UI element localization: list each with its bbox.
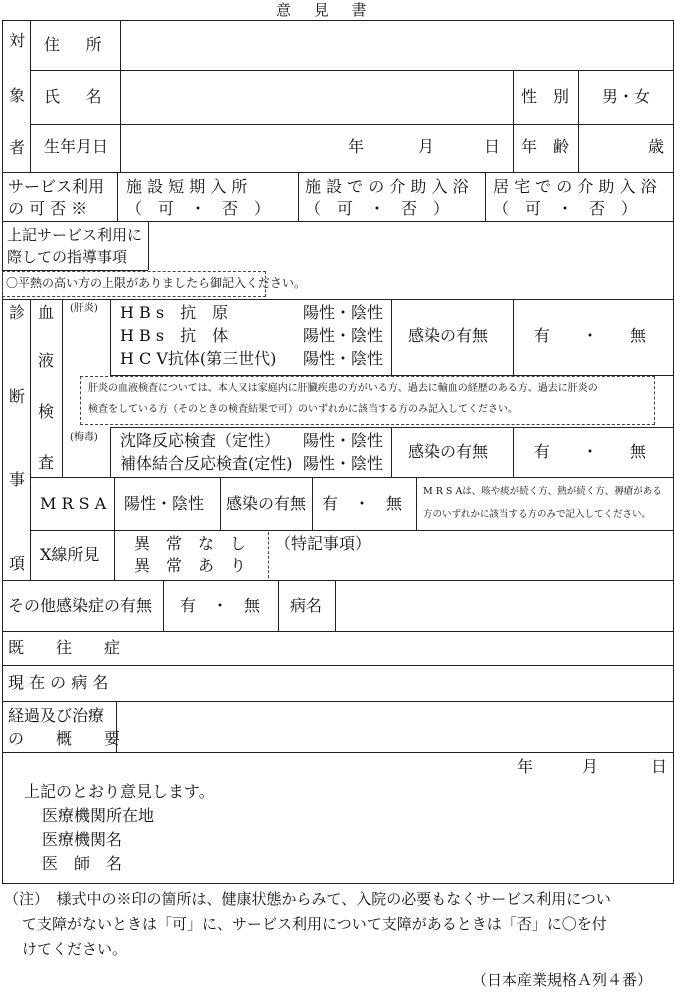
- temperature-note: 〇平熱の高い方の上限がありましたら御記入ください。: [6, 276, 307, 290]
- hcv-antibody-label: H C V抗体(第三世代): [120, 349, 277, 368]
- blood-char-1: 血: [38, 303, 55, 322]
- service-label-line1: サービス利用: [8, 177, 105, 196]
- course-label-line2: の 概 要: [8, 729, 121, 748]
- age-unit: 歳: [648, 137, 665, 156]
- mrsa-note-line2: 方のいずれかに該当する方のみで記入してください。: [423, 509, 652, 520]
- sex-options[interactable]: 男・女: [602, 87, 651, 106]
- doctor-name-label: 医 師 名: [42, 854, 123, 873]
- hbs-antibody-result[interactable]: 陽性・陰性: [303, 326, 384, 345]
- hepatitis-note-line2: 検査をしている方（そのときの検査結果で可）のいずれかに該当する方のみ記入してください。: [88, 404, 518, 415]
- hbs-antigen-label: H B s 抗 原: [120, 303, 229, 322]
- current-disease-label: 現 在 の 病 名: [8, 673, 109, 692]
- disease-name-label: 病名: [290, 596, 323, 615]
- subject-side-char-3: 者: [9, 138, 26, 157]
- institution-address-label: 医療機関所在地: [42, 806, 155, 825]
- sign-month-unit: 月: [582, 757, 599, 776]
- service-col3-title: 居 宅 で の 介 助 入 浴: [493, 177, 657, 196]
- mrsa-infection-label: 感染の有無: [226, 494, 307, 513]
- hepatitis-tag: (肝炎): [70, 303, 98, 314]
- medical-history-label: 既 往 症: [8, 638, 121, 657]
- mrsa-label: M R S A: [40, 494, 107, 513]
- address-label: 住 所: [44, 35, 107, 54]
- guidance-label-line1: 上記サービス利用に: [7, 226, 143, 244]
- footnote-line3: けてください。: [22, 940, 128, 958]
- dob-label: 生年月日: [44, 137, 109, 156]
- sex-label: 性 別: [521, 87, 570, 106]
- diagnosis-side-char-3: 事: [9, 470, 26, 489]
- name-label: 氏 名: [44, 87, 107, 106]
- institution-name-label: 医療機関名: [42, 830, 123, 849]
- subject-side-char-2: 象: [9, 86, 26, 105]
- hepatitis-infection-label: 感染の有無: [408, 326, 489, 345]
- service-col2-options[interactable]: （ 可 ・ 否 ）: [305, 199, 450, 218]
- xray-option-normal[interactable]: 異 常 な し: [134, 534, 247, 553]
- service-label-line2: の 可 否 ※: [8, 199, 88, 218]
- syphilis-infection-options[interactable]: 有 ・ 無: [534, 442, 647, 461]
- service-col2-title: 施 設 で の 介 助 入 浴: [305, 177, 469, 196]
- sign-year-unit: 年: [517, 757, 534, 776]
- hbs-antibody-label: H B s 抗 体: [120, 326, 229, 345]
- service-col3-options[interactable]: （ 可 ・ 否 ）: [493, 199, 638, 218]
- course-label-line1: 経過及び治療: [8, 706, 105, 725]
- hepatitis-note-line1: 肝炎の血液検査については、本人又は家庭内に肝臓疾患の方がいる方、過去に輸血の経歴のある方、過去に肝炎の: [88, 383, 598, 394]
- address-field[interactable]: [122, 22, 672, 69]
- syphilis-tag: (梅毒): [70, 432, 98, 443]
- dob-year-unit: 年: [348, 137, 365, 156]
- hbs-antigen-result[interactable]: 陽性・陰性: [303, 303, 384, 322]
- dob-month-unit: 月: [418, 137, 435, 156]
- xray-option-abnormal[interactable]: 異 常 あ り: [134, 556, 247, 575]
- sedimentation-test-label: 沈降反応検査（定性）: [120, 431, 281, 450]
- blood-char-3: 検: [38, 402, 55, 421]
- disease-name-field[interactable]: [337, 582, 672, 630]
- complement-test-result[interactable]: 陽性・陰性: [303, 454, 384, 473]
- subject-side-char-1: 対: [9, 31, 26, 50]
- complement-test-label: 補体結合反応検査(定性): [120, 454, 293, 473]
- blood-char-4: 査: [38, 453, 55, 472]
- diagnosis-side-char-1: 診: [9, 303, 26, 322]
- document-title: 意 見 書: [276, 1, 376, 19]
- other-infection-label: その他感染症の有無: [8, 596, 153, 615]
- sedimentation-test-result[interactable]: 陽性・陰性: [303, 431, 384, 450]
- xray-special-notes-label: （特記事項）: [275, 534, 372, 553]
- blood-char-2: 液: [38, 351, 55, 370]
- syphilis-infection-label: 感染の有無: [408, 442, 489, 461]
- diagnosis-side-char-2: 断: [9, 387, 26, 406]
- other-infection-options[interactable]: 有 ・ 無: [180, 596, 261, 615]
- sign-day-unit: 日: [651, 757, 668, 776]
- xray-label: X線所見: [40, 545, 100, 564]
- hepatitis-infection-options[interactable]: 有 ・ 無: [534, 326, 647, 345]
- paper-standard-note: （日本産業規格Ａ列４番）: [472, 971, 653, 989]
- service-col1-title: 施 設 短 期 入 所: [126, 177, 248, 196]
- name-field[interactable]: [122, 72, 511, 123]
- age-label: 年 齢: [521, 137, 570, 156]
- guidance-label-line2: 際しての指導事項: [7, 248, 128, 266]
- footnote-line2: て支障がないときは「可」に、サービス利用について支障があるときは「否」に〇を付: [22, 915, 607, 933]
- footnote-line1: （注） 様式中の※印の箇所は、健康状態からみて、入院の必要もなくサービス利用につい: [4, 890, 611, 908]
- hcv-antibody-result[interactable]: 陽性・陰性: [303, 349, 384, 368]
- service-col1-options[interactable]: （ 可 ・ 否 ）: [126, 199, 271, 218]
- dob-day-unit: 日: [484, 137, 501, 156]
- mrsa-infection-options[interactable]: 有 ・ 無: [322, 494, 403, 513]
- mrsa-note-line1: M R S Aは、咳や痰が続く方、熱が続く方、褥瘡がある: [423, 486, 662, 497]
- opinion-statement: 上記のとおり意見します。: [24, 782, 215, 801]
- mrsa-result[interactable]: 陽性・陰性: [124, 494, 205, 513]
- diagnosis-side-char-4: 項: [9, 554, 26, 573]
